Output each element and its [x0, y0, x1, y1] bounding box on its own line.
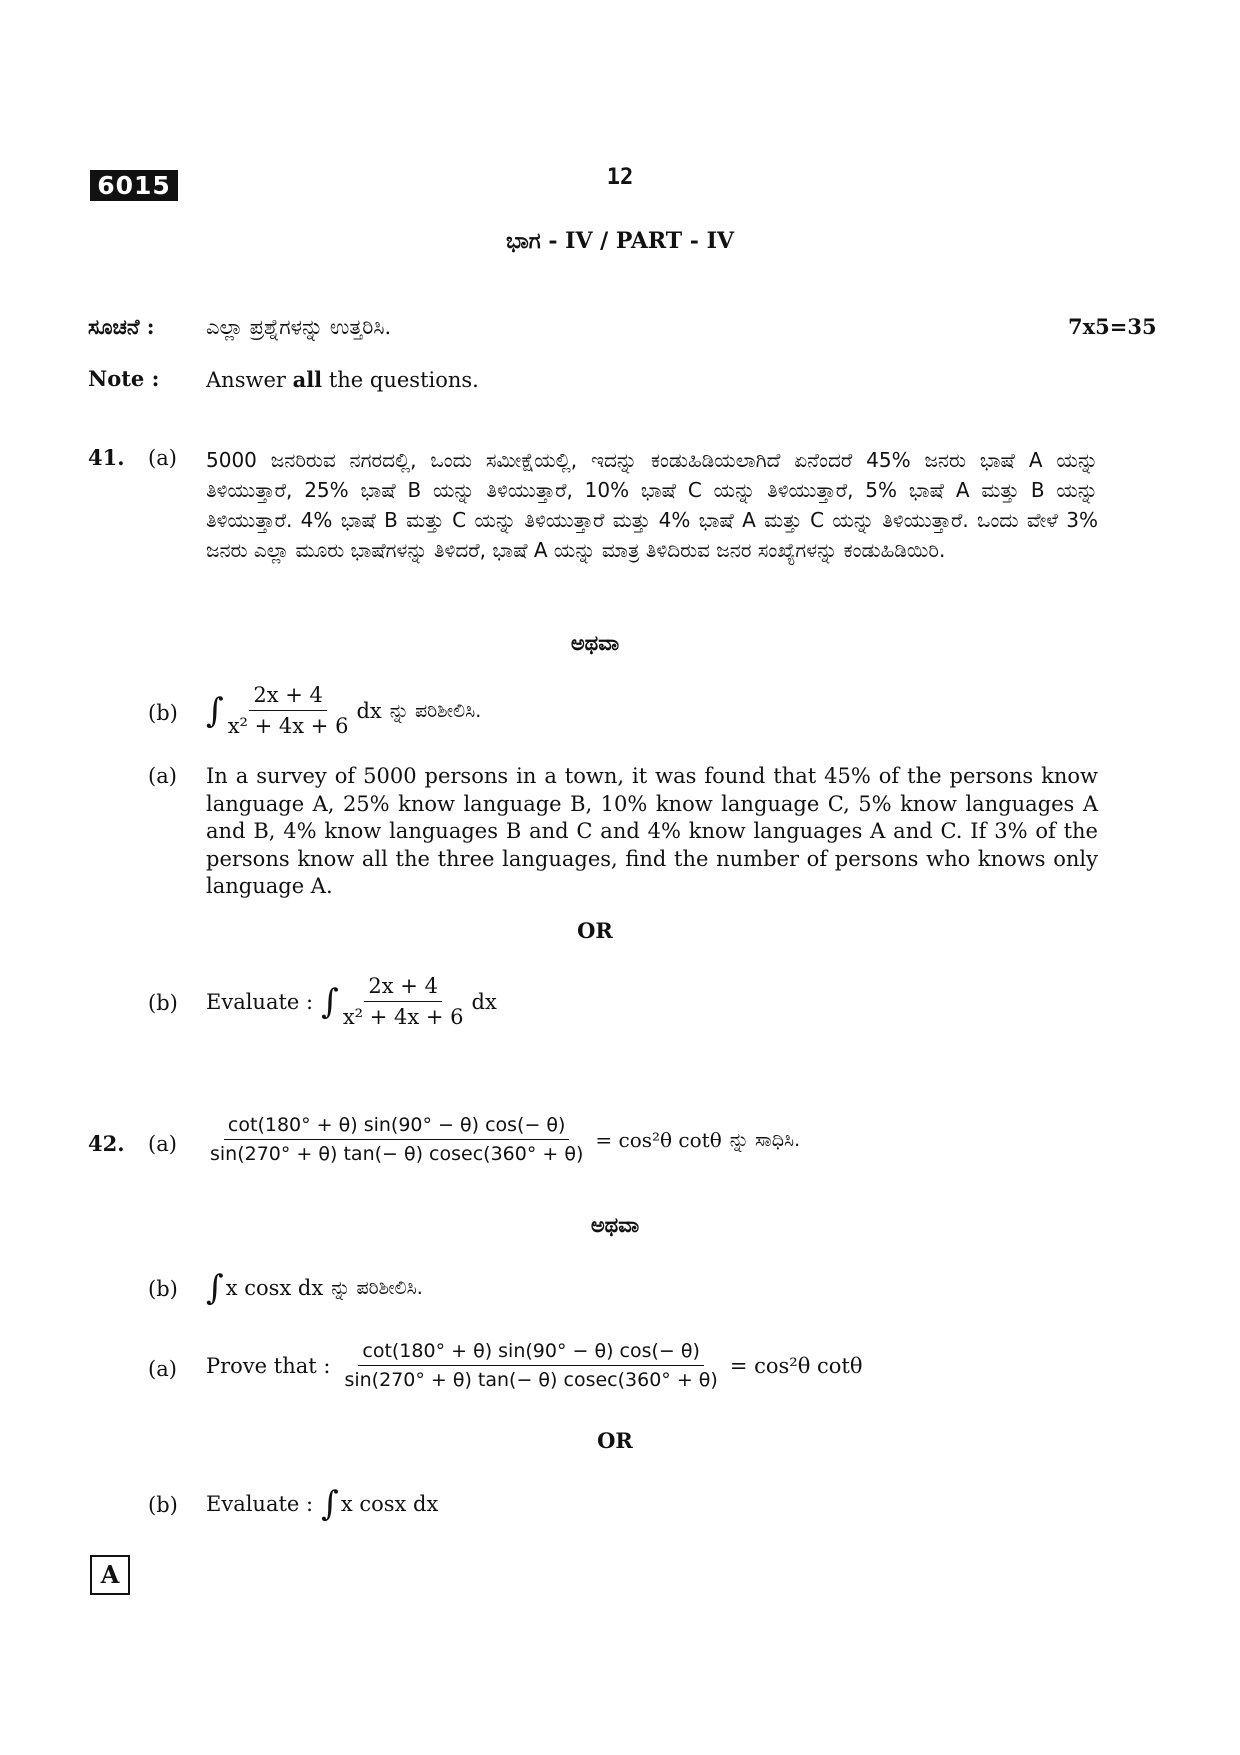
q42-kn-b-label: (b): [148, 1277, 178, 1301]
q41-kn-fraction: [224, 683, 353, 738]
q41-kn-b-suffix: ನ್ನು ಪರಿಶೀಲಿಸಿ.: [389, 699, 482, 722]
q41-kn-or: ಅಥವಾ: [570, 630, 620, 655]
evaluate-prefix: Evaluate :: [206, 989, 314, 1014]
q42-en-a-label: (a): [148, 1357, 177, 1381]
q42-en-b-expr: [206, 1484, 438, 1524]
q42-kn-b-suffix: ನ್ನು ಪರಿಶೀಲಿಸಿ.: [331, 1277, 423, 1299]
evaluate-prefix: Evaluate :: [206, 1492, 314, 1516]
q42-kn-fraction: [206, 1114, 587, 1165]
suchane-text: ಎಲ್ಲಾ ಪ್ರಶ್ನೆಗಳನ್ನು ಉತ್ತರಿಸಿ.: [206, 315, 392, 339]
q42-kn-b-expr: [206, 1268, 423, 1308]
q41-kn-b-expr: [206, 683, 481, 738]
prove-prefix: Prove that :: [206, 1353, 331, 1378]
q41-kn-a-text: 5000 ಜನರಿರುವ ನಗರದಲ್ಲಿ, ಒಂದು ಸಮೀಕ್ಷೆಯಲ್ಲಿ, ಇದನ್ನು ಕಂಡುಹಿಡಿಯಲಾಗಿದೆ ಏನೆಂದರೆ 45% ಜನರು ಭಾಷೆ A ಯನ್ನು ತಿಳಿಯುತ್ತಾರೆ, 25% ಭಾಷೆ B ಯನ್ನು ತಿಳಿಯುತ್ತಾರೆ, 10% ಭಾಷೆ C ಯನ್ನು ತಿಳಿಯುತ್ತಾರೆ, 5% ಭಾಷೆ A ಮತ್ತು B ಯನ್ನು ತಿಳಿಯುತ್ತಾರೆ. 4% ಭಾಷೆ B ಮತ್ತು C ಯನ್ನು ತಿಳಿಯುತ್ತಾರೆ ಮತ್ತು 4% ಭಾಷೆ A ಮತ್ತು C ಯನ್ನು ತಿಳಿಯುತ್ತಾರೆ. ಒಂದು ವೇಳೆ 3% ಜನರು ಎಲ್ಲಾ ಮೂರು ಭಾಷೆಗಳನ್ನು ತಿಳಿದರೆ, ಭಾಷೆ A ಯನ್ನು ಮಾತ್ರ ತಿಳಿದಿರುವ ಜನರ ಸಂಖ್ಯೆಗಳನ್ನು ಕಂಡುಹಿಡಿಯಿರಿ.: [206, 448, 1098, 562]
q42-kn-a-expr: [206, 1114, 800, 1165]
fraction-denominator: sin(270° + θ) tan(− θ) cosec(360° + θ): [344, 1369, 718, 1391]
fraction-denominator: x² + 4x + 6: [342, 1005, 464, 1029]
marks-scheme: 7x5=35: [1068, 314, 1157, 339]
fraction-numerator: cot(180° + θ) sin(90° − θ) cos(− θ): [224, 1114, 570, 1140]
q41-en-fraction: [339, 974, 468, 1029]
q42-kn-or: ಅಥವಾ: [590, 1212, 640, 1237]
q42-en-or: OR: [597, 1428, 633, 1453]
q41-en-a-text: In a survey of 5000 persons in a town, it was found that 45% of the persons know language A, 25% know language B, 10% know language C, 5% know languages A and B, 4% know languages B and C and 4% know languages A and C. If 3% of the persons know all the three languages, find the number of persons who knows only language A.: [206, 764, 1098, 898]
q42-en-a-expr: [206, 1340, 863, 1391]
q42-en-rhs: = cos²θ cotθ: [729, 1353, 863, 1378]
q41-en-a-label: (a): [148, 764, 177, 788]
integral-sign: ∫: [206, 690, 224, 731]
q42-rhs: = cos²θ cotθ: [595, 1127, 722, 1152]
dx-label: dx: [471, 989, 497, 1014]
q42-kn-a-label: (a): [148, 1132, 177, 1156]
note-text: Answer all the questions.: [206, 367, 479, 392]
q42-en-fraction: [340, 1340, 721, 1391]
suchane-label: ಸೂಚನೆ :: [88, 314, 155, 339]
q41-en-b-label: (b): [148, 991, 178, 1015]
fraction-numerator: cot(180° + θ) sin(90° − θ) cos(− θ): [358, 1340, 704, 1366]
fraction-numerator: 2x + 4: [364, 974, 442, 1002]
q42-number: 42.: [88, 1131, 125, 1156]
q41-number: 41.: [88, 445, 125, 470]
integral-sign: ∫: [206, 1268, 224, 1308]
q41-kn-a-label: (a): [148, 446, 177, 470]
part-title: ಭಾಗ - IV / PART - IV: [506, 228, 734, 254]
paper-code: 6015: [90, 170, 178, 201]
q41-en-b-expr: [206, 974, 497, 1029]
integral-sign: ∫: [321, 981, 339, 1022]
q42-en-b-integrand: x cosx dx: [340, 1492, 439, 1516]
q42-kn-a-suffix: ನ್ನು ಸಾಧಿಸಿ.: [729, 1128, 801, 1151]
q41-kn-b-label: (b): [148, 701, 178, 725]
page-number: 12: [606, 165, 634, 190]
note-label: Note :: [88, 366, 160, 391]
fraction-numerator: 2x + 4: [249, 683, 327, 711]
q41-en-or: OR: [577, 918, 613, 943]
q42-kn-b-integrand: x cosx dx: [225, 1276, 324, 1300]
q42-en-b-label: (b): [148, 1493, 178, 1517]
dx-label: dx: [356, 698, 382, 723]
version-key-box: A: [90, 1555, 130, 1595]
fraction-denominator: sin(270° + θ) tan(− θ) cosec(360° + θ): [210, 1143, 584, 1165]
integral-sign: ∫: [321, 1484, 339, 1524]
fraction-denominator: x² + 4x + 6: [227, 714, 349, 738]
